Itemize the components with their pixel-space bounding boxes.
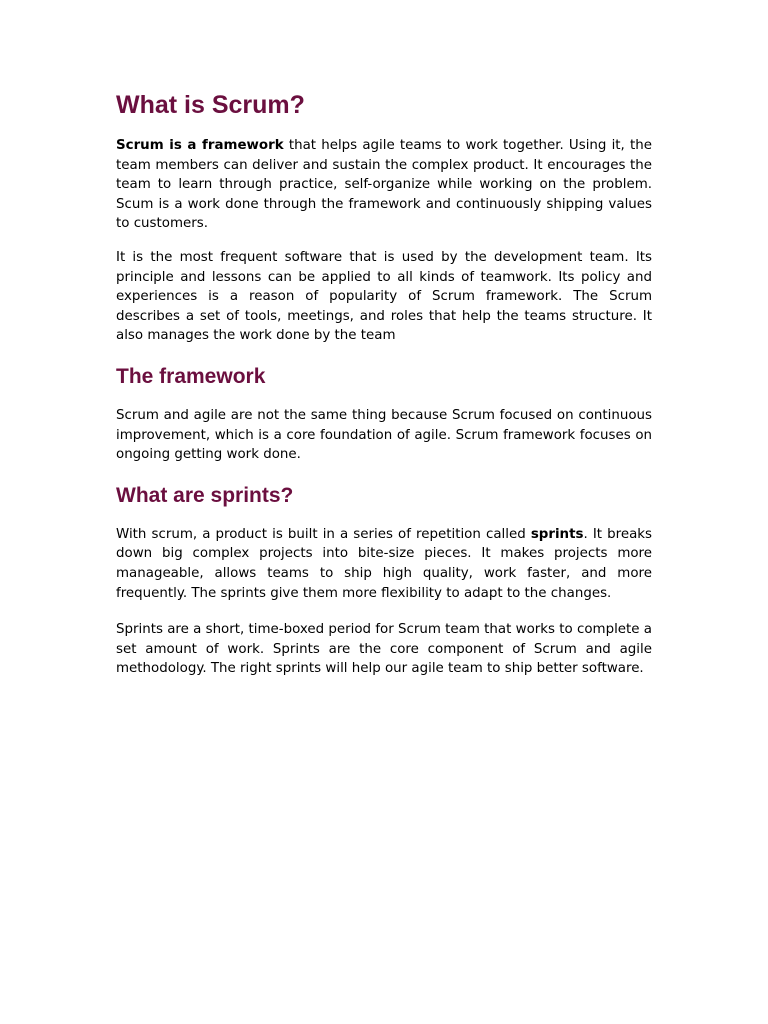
- paragraph-sprints-intro-text-b: . It breaks down big complex projects into bite-size pieces. It makes projects more manageable, allows teams to ship high quality, work faster, and more frequently. The sprints give them more flexibility to adapt to the changes.: [116, 526, 653, 601]
- bold-term-scrum-framework: Scrum is a framework: [116, 138, 284, 153]
- paragraph-scrum-intro: [116, 136, 652, 234]
- paragraph-sprints-definition: Sprints are a short, time-boxed period for Scrum team that works to complete a set amount of work. Sprints are the core component of Scrum and agile methodology. The right sprints will help our agile team to ship better software.: [116, 622, 652, 677]
- paragraph-sprints-intro-text-a: With scrum, a product is built in a series of repetition called: [116, 526, 531, 542]
- heading-what-is-scrum: What is Scrum?: [116, 91, 305, 119]
- paragraph-scrum-intro-text: that helps agile teams to work together. Using it, the team members can deliver and sustain the complex product. It encourages the team to learn through practice, self-organize while working on the problem. Scum is a work done through the framework and continuously shipping values to customers.: [116, 138, 652, 232]
- bold-term-sprints: sprints: [530, 526, 584, 542]
- paragraph-sprints-intro: [116, 525, 652, 603]
- document-page: [116, 88, 652, 693]
- heading-what-are-sprints: What are sprints?: [116, 483, 294, 507]
- paragraph-framework: Scrum and agile are not the same thing because Scrum focused on continuous improvement, which is a core foundation of agile. Scrum framework focuses on ongoing getting work done.: [116, 407, 652, 463]
- heading-the-framework: The framework: [116, 364, 266, 388]
- paragraph-scrum-popularity: It is the most frequent software that is used by the development team. Its principle and lessons can be applied to all kinds of teamwork. Its policy and experiences is a reason of popularity of Scrum framework. The Scrum describes a set of tools, meetings, and roles that help the teams structure. It also manages the work done by the team: [116, 249, 652, 344]
